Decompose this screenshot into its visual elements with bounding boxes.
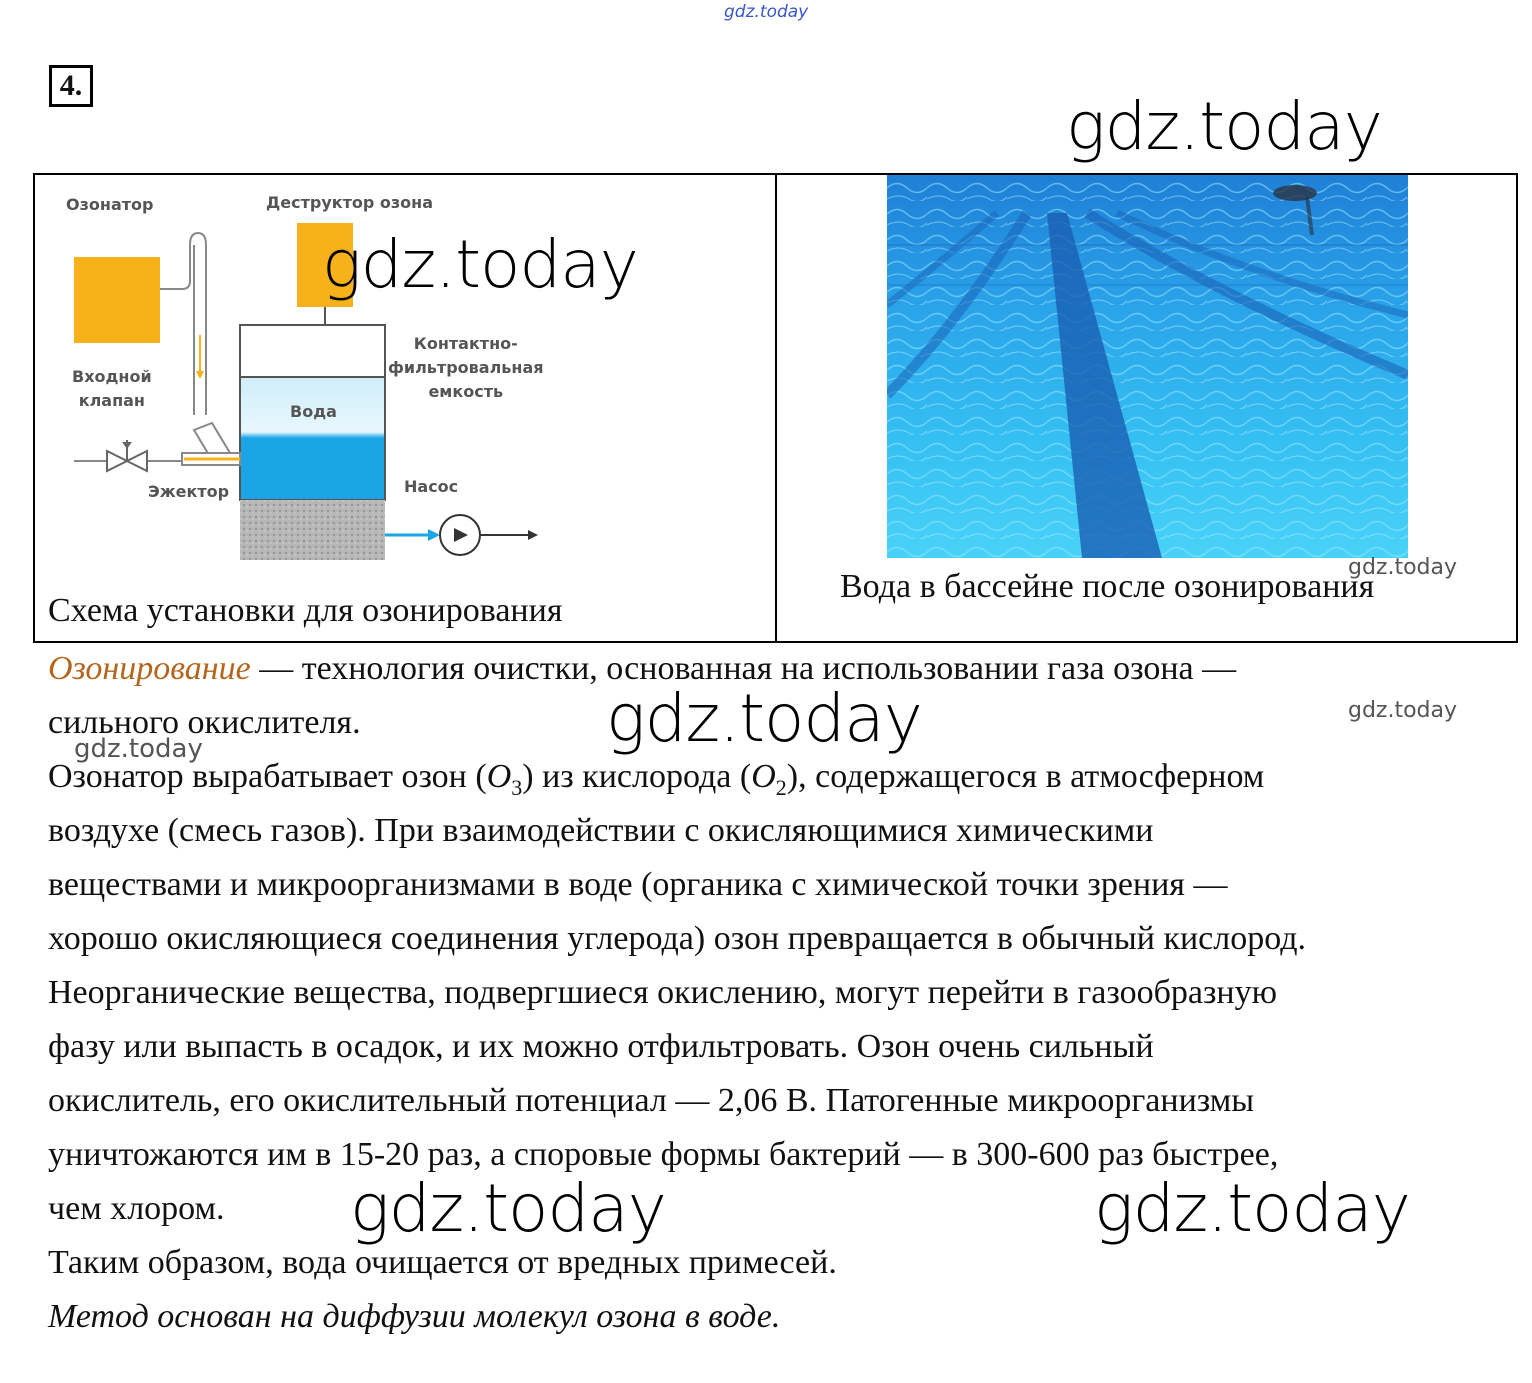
caption-right: Вода в бассейне после озонирования: [840, 568, 1375, 605]
paragraph-line: уничтожаются им в 15-20 раз, а споровые формы бактерий — в 300-600 раз быстрее,: [48, 1136, 1279, 1173]
paragraph-line: воздухе (смесь газов). При взаимодействии с окисляющимися химическими: [48, 812, 1154, 849]
text-fragment: Озонатор вырабатывает озон (: [48, 758, 487, 795]
watermark: gdz.today: [350, 1170, 666, 1247]
label-pump: Насос: [404, 477, 459, 496]
label-contact-tank: Контактно- фильтровальная емкость: [388, 334, 544, 401]
formula-o3: O: [486, 758, 512, 795]
formula-o2-subscript: 2: [775, 774, 787, 800]
formula-o3-subscript: 3: [511, 774, 523, 800]
caption-left: Схема установки для озонирования: [48, 592, 563, 629]
definition-line-2: сильного окислителя.: [48, 704, 361, 741]
paragraph-line: Неорганические вещества, подвергшиеся окислению, могут перейти в газообразную: [48, 974, 1277, 1011]
watermark: gdz.today: [1066, 88, 1382, 165]
watermark: gdz.today: [322, 226, 638, 303]
watermark-small: gdz.today: [1348, 698, 1458, 723]
text-fragment: ), содержащегося в атмосферном: [786, 758, 1265, 795]
paragraph-line: веществами и микроорганизмами в воде (органика с химической точки зрения —: [48, 866, 1228, 903]
table-divider: [775, 173, 777, 643]
tank-water: [241, 377, 384, 499]
label-ozonator: Озонатор: [66, 195, 154, 214]
inlet-valve: [107, 451, 127, 471]
paragraph-line: окислитель, его окислительный потенциал — 2,06 В. Патогенные микроорганизмы: [48, 1082, 1255, 1119]
definition-term: Озонирование: [48, 650, 251, 687]
definition-text: — технология очистки, основанная на использовании газа озона —: [250, 650, 1237, 687]
label-ejector: Эжектор: [148, 482, 230, 501]
conclusion: Таким образом, вода очищается от вредных примесей.: [48, 1244, 837, 1281]
watermark-small: gdz.today: [74, 734, 203, 764]
paragraph-line: фазу или выпасть в осадок, и их можно отфильтровать. Озон очень сильный: [48, 1028, 1154, 1065]
watermark-small: gdz.today: [1348, 555, 1458, 580]
method-note: Метод основан на диффузии молекул озона в воде.: [48, 1298, 781, 1335]
ozonator-unit: [74, 257, 160, 343]
formula-o2: O: [751, 758, 776, 795]
label-inlet-valve: Входной клапан: [72, 367, 152, 410]
label-destructor: Деструктор озона: [266, 193, 434, 212]
watermark: gdz.today: [1094, 1170, 1410, 1247]
pool-photo-svg: [887, 175, 1408, 558]
swimmer: [1273, 185, 1317, 201]
watermark: gdz.today: [606, 680, 922, 757]
label-water: Вода: [290, 402, 337, 421]
task-number: 4.: [49, 65, 93, 107]
tank-filter: [240, 500, 385, 560]
pool-photo: [887, 175, 1408, 558]
watermark-top: gdz.today: [724, 2, 809, 22]
paragraph-line: хорошо окисляющиеся соединения углерода) озон превращается в обычный кислород.: [48, 920, 1307, 957]
text-fragment: ) из кислорода (: [522, 758, 752, 795]
paragraph-line: чем хлором.: [48, 1190, 225, 1227]
